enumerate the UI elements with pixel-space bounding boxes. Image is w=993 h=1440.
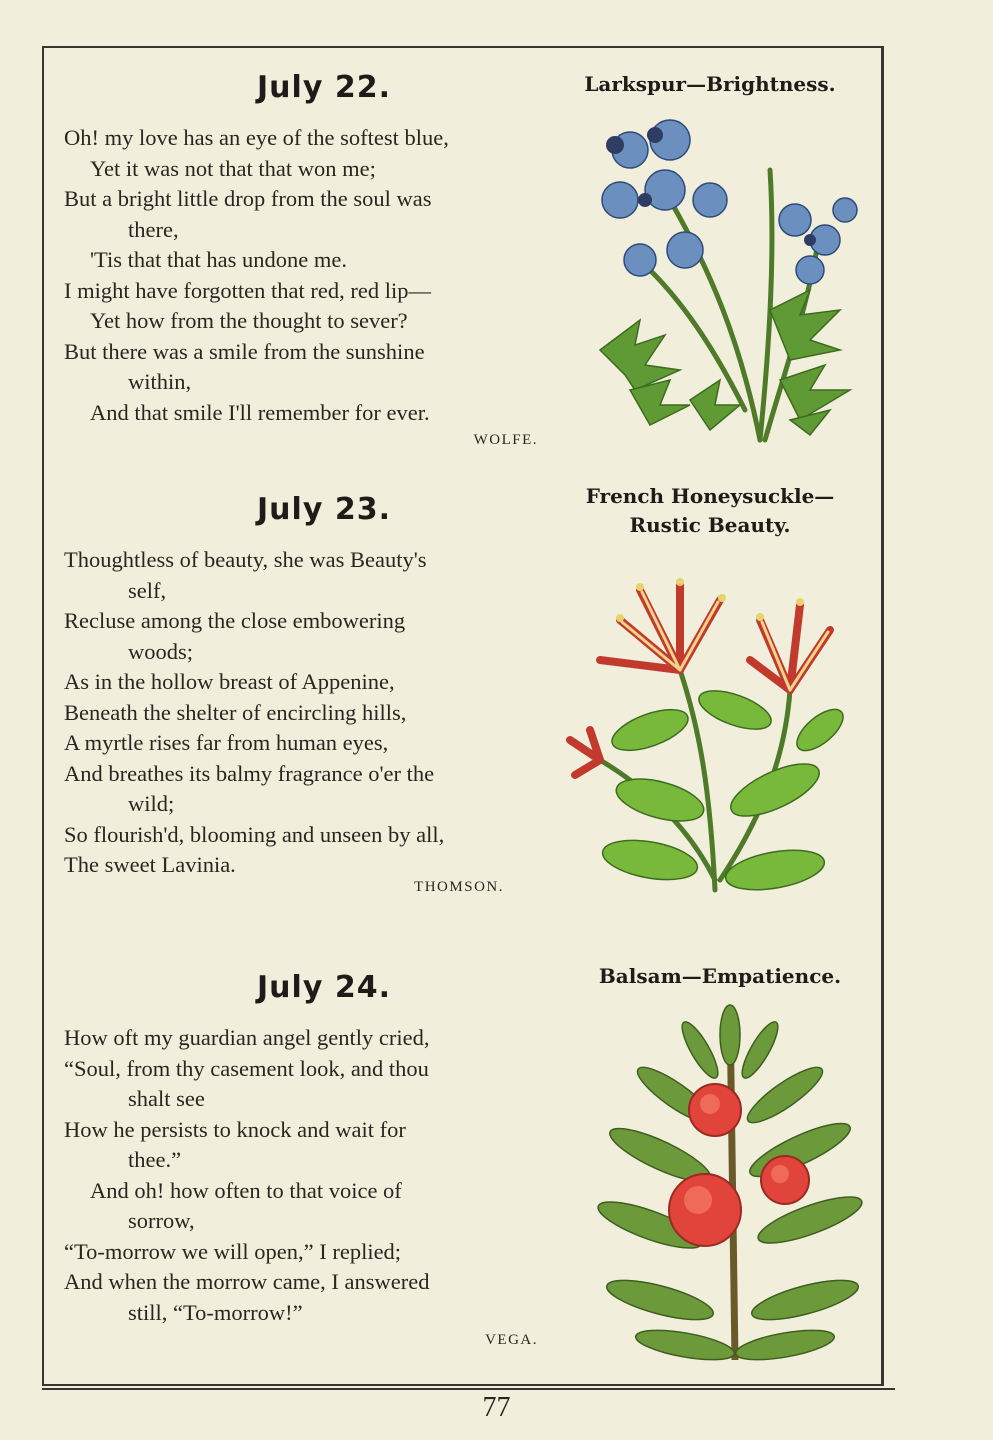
poem-line: And breathes its balmy fragrance o'er the — [64, 760, 435, 786]
poem-author: WOLFE. — [473, 432, 538, 448]
poem-line: Oh! my love has an eye of the softest blue, — [64, 125, 449, 150]
flower-title-honeysuckle-2: Rustic Beauty. — [629, 513, 791, 537]
poem-line: As in the hollow breast of Appenine, — [64, 669, 395, 694]
flower-title-balsam: Balsam—Empatience. — [598, 964, 842, 988]
entry-heading: July 23. — [257, 492, 391, 527]
larkspur-illustration — [570, 110, 870, 450]
poem-line: self, — [128, 577, 167, 603]
poem-line: woods; — [128, 638, 194, 664]
poem-line: But there was a smile from the sunshine — [64, 338, 425, 364]
poem-line: How oft my guardian angel gently cried, — [64, 1025, 430, 1050]
entry-july-24 — [64, 970, 554, 1349]
poem-line: The sweet Lavinia. — [64, 852, 236, 877]
poem-line: So flourish'd, blooming and unseen by all, — [64, 821, 445, 847]
poem-line: Yet it was not that that won me; — [90, 155, 376, 181]
poem-line: And that smile I'll remember for ever. — [90, 399, 430, 425]
poem-line: thee.” — [128, 1147, 182, 1172]
flower-title-larkspur: Larkspur—Brightness. — [584, 72, 836, 96]
poem-line: sorrow, — [128, 1208, 195, 1233]
poem-author: VEGA. — [485, 1332, 538, 1348]
entry-july-23 — [64, 492, 554, 896]
entry-heading: July 24. — [257, 970, 391, 1005]
poem-line: within, — [128, 369, 192, 394]
poem-line: “To-morrow we will open,” I replied; — [64, 1238, 402, 1264]
poem-line: wild; — [128, 791, 175, 816]
poem-line: How he persists to knock and wait for — [64, 1116, 406, 1142]
poem-line: And oh! how often to that voice of — [90, 1177, 402, 1203]
poem-line: A myrtle rises far from human eyes, — [64, 730, 389, 755]
poem-line: I might have forgotten that red, red lip— — [64, 277, 431, 303]
poem-line: shalt see — [128, 1086, 205, 1111]
poem-line: 'Tis that that has undone me. — [90, 247, 347, 272]
poem-line: But a bright little drop from the soul was — [64, 186, 432, 211]
poem-line: Recluse among the close embowering — [64, 608, 406, 633]
poem-line: there, — [128, 216, 179, 242]
flower-title-honeysuckle-1: French Honeysuckle— — [585, 484, 835, 508]
page-number: 77 — [482, 1392, 511, 1423]
entry-heading: July 22. — [257, 70, 391, 105]
poem-line: “Soul, from thy casement look, and thou — [64, 1055, 429, 1081]
poem-line: Beneath the shelter of encircling hills, — [64, 699, 407, 725]
poem-line: And when the morrow came, I answered — [64, 1269, 430, 1294]
balsam-illustration — [590, 1000, 870, 1365]
poem-line: Yet how from the thought to sever? — [90, 308, 408, 333]
entry-july-22 — [64, 70, 554, 449]
poem-line: Thoughtless of beauty, she was Beauty's — [64, 547, 427, 572]
poem-author: THOMSON. — [414, 878, 504, 895]
poem-line: still, “To-morrow!” — [128, 1299, 303, 1325]
honeysuckle-illustration — [560, 560, 870, 900]
